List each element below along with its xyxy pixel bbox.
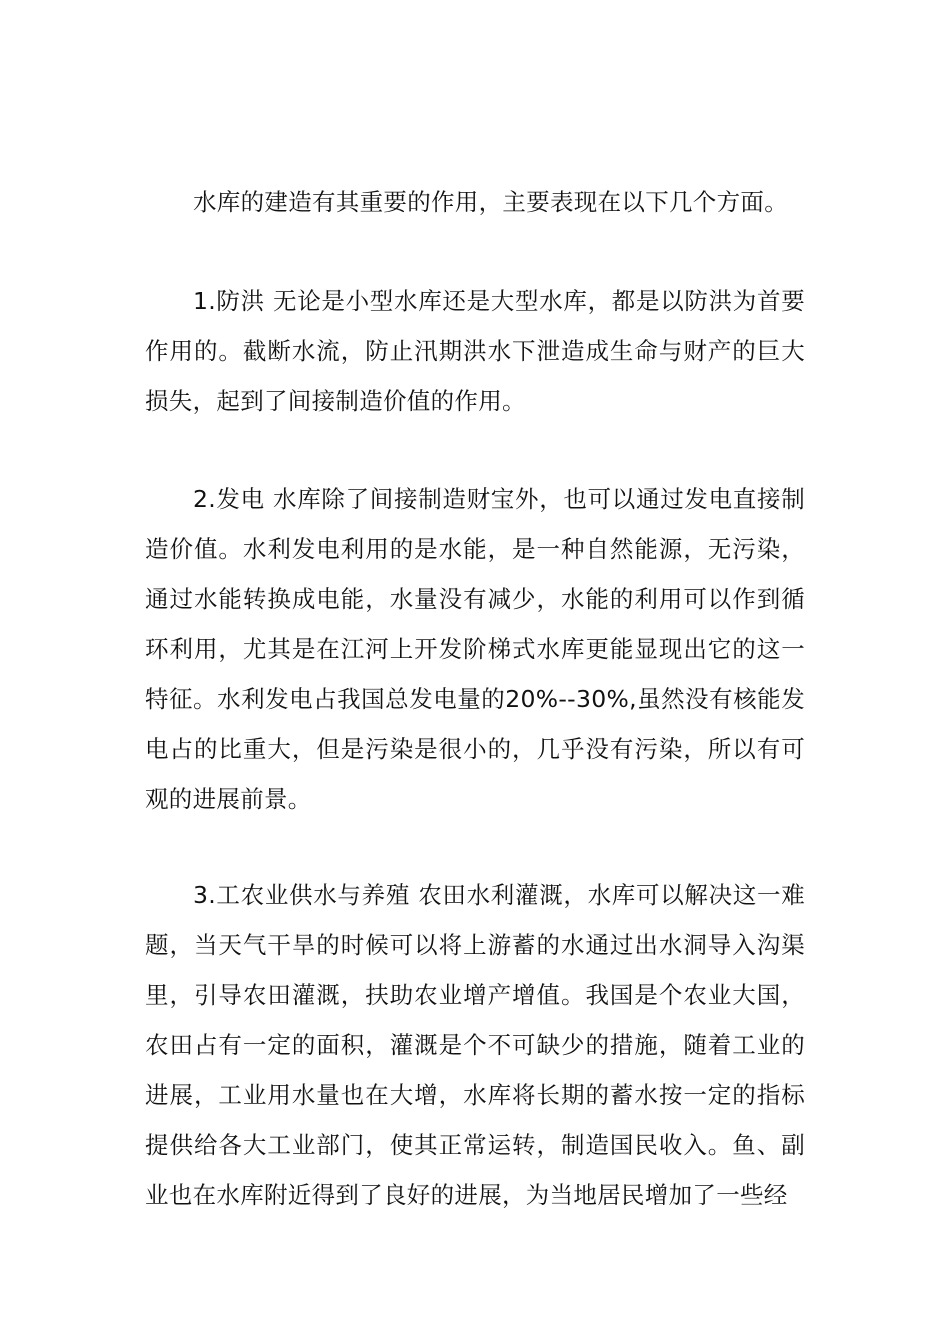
flood-control-paragraph: 1.防洪 无论是小型水库还是大型水库，都是以防洪为首要作用的。截断水流，防止汛期洪水下泄造成生命与财产的巨大损失，起到了间接制造价值的作用。 — [145, 287, 805, 415]
power-generation-paragraph: 2.发电 水库除了间接制造财宝外，也可以通过发电直接制造价值。水利发电利用的是水能，是一种自然能源，无污染，通过水能转换成电能，水量没有减少，水能的利用可以作到循环利用，尤其是在江河上开发阶梯式水库更能显现出它的这一特征。水利发电占我国总发电量的20%--30%,虽然没有核能发电占的比重大，但是污染是很小的，几乎没有污染，所以有可观的进展前景。 — [145, 485, 805, 813]
document-page — [145, 0, 805, 1344]
water-supply-paragraph: 3.工农业供水与养殖 农田水利灌溉，水库可以解决这一难题，当天气干旱的时候可以将上游蓄的水通过出水洞导入沟渠里，引导农田灌溉，扶助农业增产增值。我国是个农业大国，农田占有一定的面积，灌溉是个不可缺少的措施，随着工业的进展，工业用水量也在大增，水库将长期的蓄水按一定的指标提供给各大工业部门，使其正常运转，制造国民收入。鱼、副业也在水库附近得到了良好的进展，为当地居民增加了一些经 — [145, 881, 805, 1209]
intro-paragraph: 水库的建造有其重要的作用，主要表现在以下几个方面。 — [193, 188, 788, 216]
